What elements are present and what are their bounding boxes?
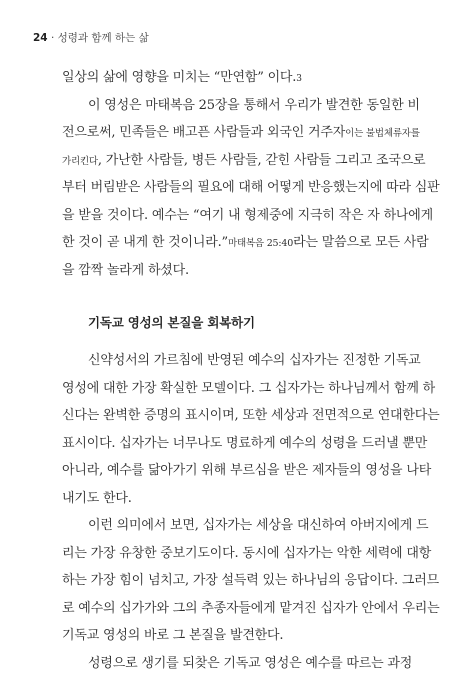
text-line: 영성에 대한 가장 확실한 모델이다. 그 십자가는 하나님께서 함께 하 bbox=[62, 380, 435, 396]
inline-note: 가리킨다 bbox=[62, 155, 98, 167]
text-line bbox=[62, 119, 420, 147]
page-number: 24 bbox=[33, 32, 48, 44]
text-run: 한 것이 곧 내게 한 것이니라.” bbox=[62, 235, 228, 250]
paragraph-1 bbox=[62, 64, 440, 284]
text-line: 리는 가장 유창한 중보기도이다. 동시에 십자가는 악한 세력에 대항 bbox=[62, 545, 432, 561]
footnote-marker: 3 bbox=[296, 74, 302, 84]
running-header bbox=[33, 30, 149, 45]
text-line: 이런 의미에서 보면, 십자가는 세상을 대신하여 아버지에게 드 bbox=[88, 518, 429, 533]
text-run: 라는 말씀으로 모든 사람 bbox=[293, 235, 429, 250]
paragraph-3 bbox=[62, 512, 440, 650]
text-line: 내기도 한다. bbox=[62, 490, 132, 506]
spacer bbox=[62, 284, 407, 308]
text-line: 을 깜짝 놀라게 하셨다. bbox=[62, 262, 189, 278]
text-run: 일상의 삶에 영향을 미치는 “만연함” 이다. bbox=[62, 70, 297, 85]
text-line: 하는 가장 힘이 넘치고, 가장 설득력 있는 하나님의 응답이다. 그러므 bbox=[62, 573, 439, 588]
text-run: 전으로써, 민족들은 배고픈 사람들과 외국인 거주자 bbox=[62, 125, 346, 140]
text-line: 신다는 완벽한 증명의 표시이며, 또한 세상과 전면적으로 연대한다는 bbox=[62, 408, 440, 423]
running-title: 성령과 함께 하는 삶 bbox=[57, 32, 149, 44]
page-body bbox=[62, 64, 440, 677]
paragraph-4 bbox=[62, 650, 413, 678]
text-line: 부터 버림받은 사람들의 필요에 대해 어떻게 반응했는지에 따라 심판 bbox=[62, 180, 440, 195]
scripture-reference: 마태복음 25:40 bbox=[227, 238, 294, 249]
text-line: 로 예수의 십가가와 그의 추종자들에게 맡겨진 십자가 안에서 우리는 bbox=[62, 600, 440, 616]
text-line bbox=[62, 64, 407, 92]
text-line: 을 받을 것이다. 예수는 “여기 내 형제중에 지극히 작은 자 하나에게 bbox=[62, 207, 434, 223]
text-line bbox=[62, 229, 429, 257]
text-line: 표시이다. 십자가는 너무나도 명료하게 예수의 성령을 드러낼 뿐만 bbox=[62, 435, 428, 451]
paragraph-2 bbox=[62, 347, 440, 512]
text-line: 성령으로 생기를 되찾은 기독교 영성은 예수를 따르는 과정 bbox=[88, 655, 413, 671]
text-line: 기독교 영성의 바로 그 본질을 발견한다. bbox=[62, 628, 284, 643]
text-line bbox=[62, 147, 426, 175]
inline-note: 이는 불법체류자를 bbox=[345, 128, 420, 139]
text-run: , 가난한 사람들, 병든 사람들, 갇힌 사람들 그리고 조국으로 bbox=[97, 152, 426, 168]
section-heading: 기독교 영성의 본질을 회복하기 bbox=[88, 315, 255, 330]
header-separator: · bbox=[47, 32, 58, 44]
text-line: 아니라, 예수를 닮아가기 위해 부르심을 받은 제자들의 영성을 나타 bbox=[62, 463, 432, 478]
text-line: 신약성서의 가르침에 반영된 예수의 십자가는 진정한 기독교 bbox=[88, 353, 421, 368]
text-line: 이 영성은 마태복음 25장을 통해서 우리가 발견한 동일한 비 bbox=[88, 97, 420, 113]
spacer bbox=[62, 338, 407, 347]
